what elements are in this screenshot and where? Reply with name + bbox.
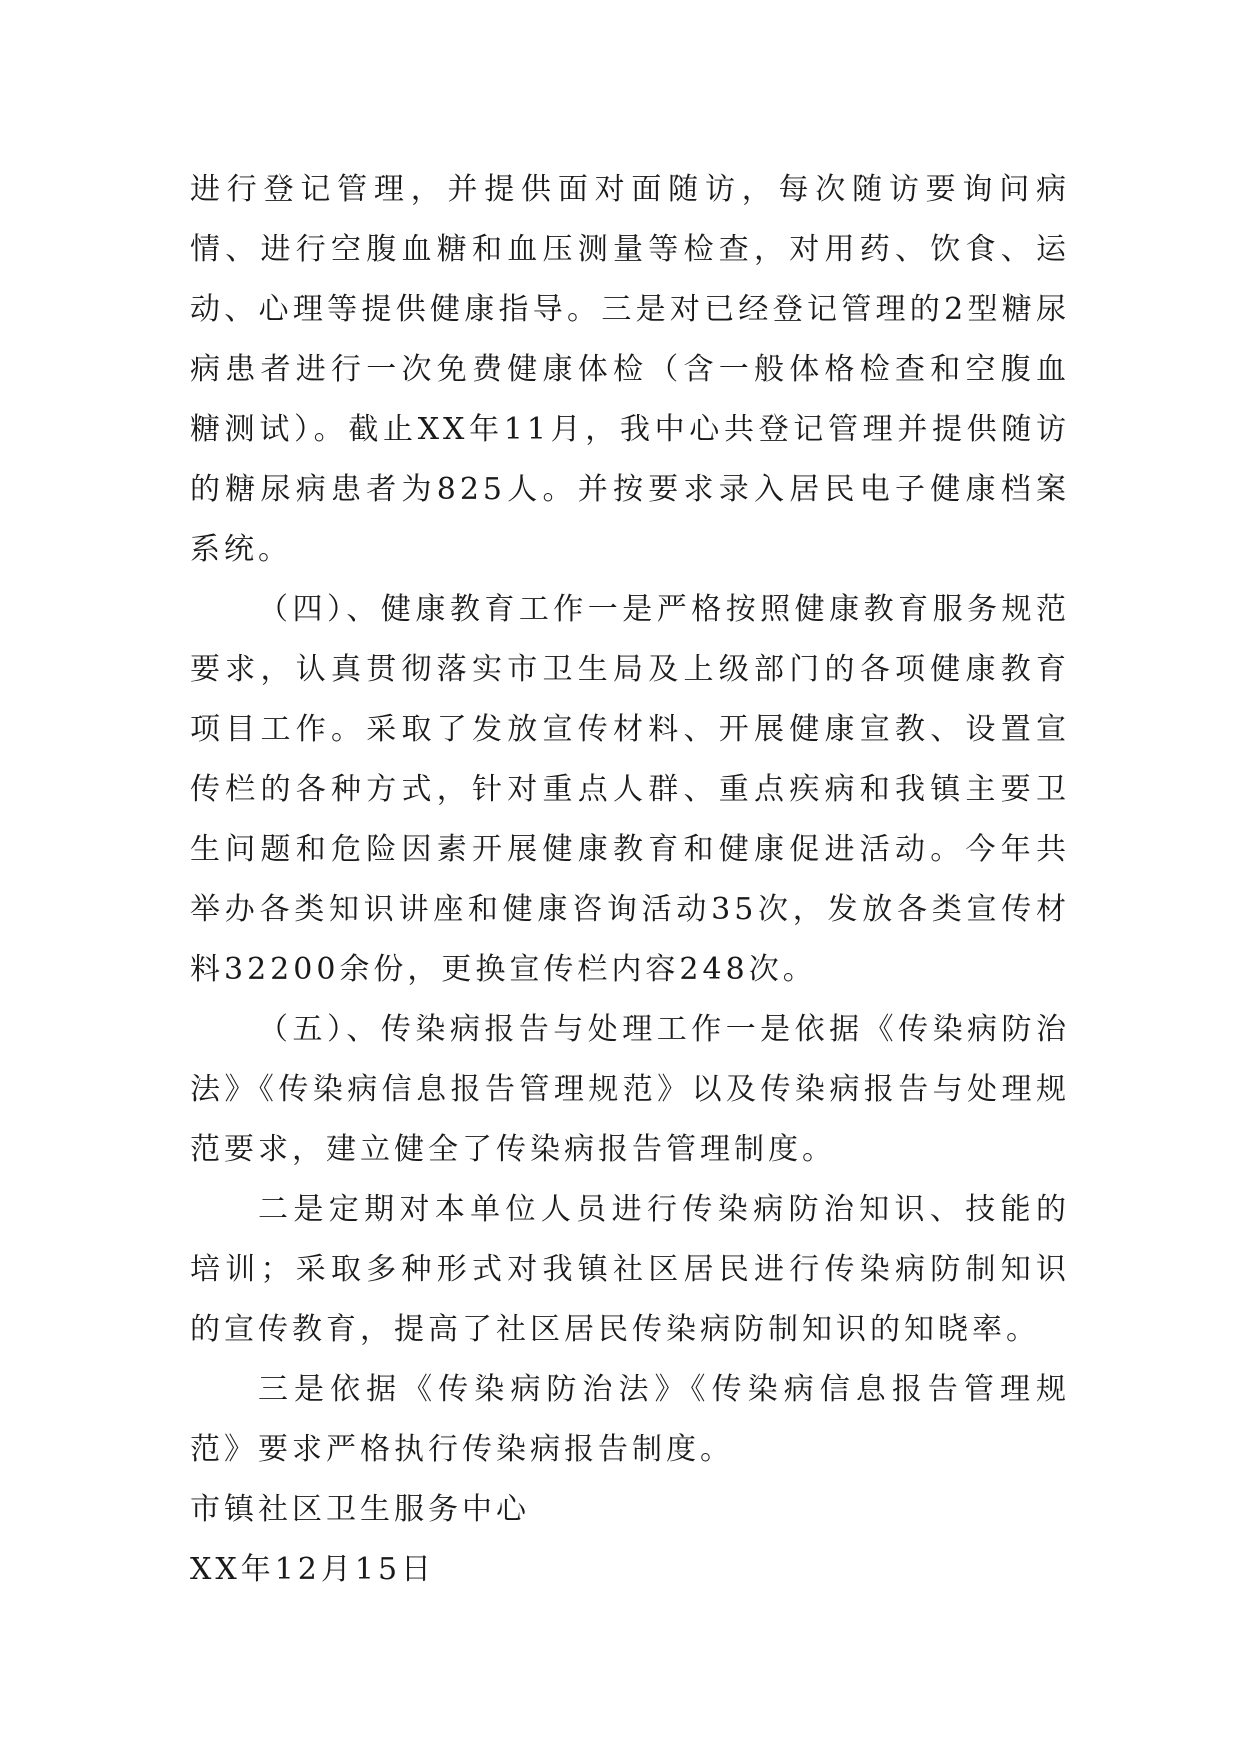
paragraph-reporting-system: 三是依据《传染病防治法》《传染病信息报告管理规范》要求严格执行传染病报告制度。 (190, 1372, 1070, 1467)
paragraph-health-education: （四）、健康教育工作一是严格按照健康教育服务规范要求，认真贯彻落实市卫生局及上级部门的各项健康教育项目工作。采取了发放宣传材料、开展健康宣教、设置宣传栏的各种方式，针对重点人群、重点疾病和我镇主要卫生问题和危险因素开展健康教育和健康促进活动。今年共举办各类知识讲座和健康咨询活动35次，发放各类宣传材料32200余份，更换宣传栏内容248次。 (190, 592, 1070, 987)
signature-date: XX年12月15日 (190, 1552, 436, 1587)
paragraph-diabetes-management: 进行登记管理，并提供面对面随访，每次随访要询问病情、进行空腹血糖和血压测量等检查，对用药、饮食、运动、心理等提供健康指导。三是对已经登记管理的2型糖尿病患者进行一次免费健康体检（含一般体格检查和空腹血糖测试）。截止XX年11月，我中心共登记管理并提供随访的糖尿病患者为825人。并按要求录入居民电子健康档案系统。 (190, 172, 1070, 567)
document-body (190, 160, 1070, 1600)
signature-organization: 市镇社区卫生服务中心 (190, 1492, 530, 1527)
paragraph-staff-training: 二是定期对本单位人员进行传染病防治知识、技能的培训；采取多种形式对我镇社区居民进行传染病防制知识的宣传教育，提高了社区居民传染病防制知识的知晓率。 (190, 1192, 1070, 1347)
paragraph-infectious-disease-reporting: （五）、传染病报告与处理工作一是依据《传染病防治法》《传染病信息报告管理规范》以及传染病报告与处理规范要求，建立健全了传染病报告管理制度。 (190, 1012, 1070, 1167)
